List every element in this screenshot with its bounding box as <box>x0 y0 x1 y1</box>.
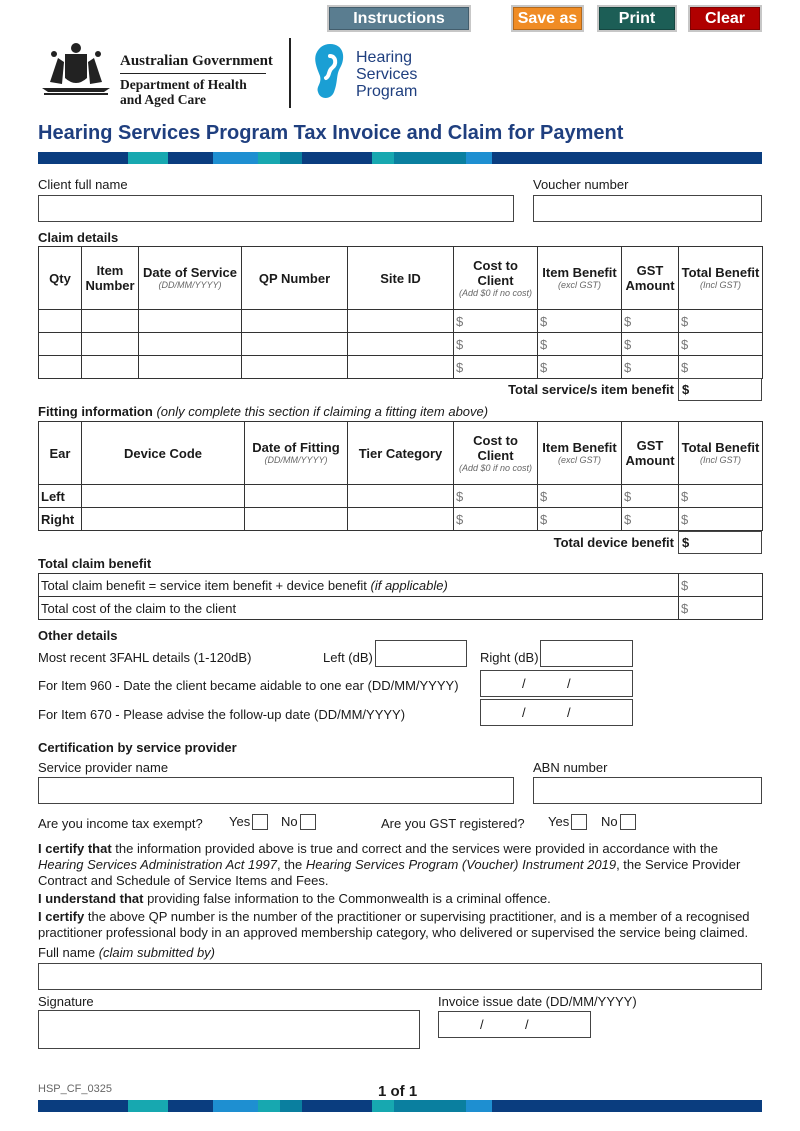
save-as-button[interactable]: Save as <box>511 5 584 32</box>
gst-registered-question: Are you GST registered? <box>381 816 525 831</box>
invoice-date-input[interactable] <box>438 1011 591 1038</box>
tax-exempt-no-checkbox[interactable] <box>300 814 316 830</box>
date-of-service-cell[interactable] <box>139 333 242 356</box>
total-device-benefit-field[interactable]: $ <box>678 531 762 554</box>
claim-details-heading: Claim details <box>38 230 119 245</box>
left-db-input[interactable] <box>375 640 467 667</box>
header-stripe <box>38 152 762 164</box>
total-device-benefit-label: Total device benefit <box>553 535 674 550</box>
gov-line-1: Australian Government <box>120 53 273 69</box>
date-of-fitting-cell[interactable] <box>245 485 348 508</box>
date-separator: / <box>525 1017 529 1032</box>
date-of-service-cell[interactable] <box>139 356 242 379</box>
total-claim-heading: Total claim benefit <box>38 556 152 571</box>
right-db-label: Right (dB) <box>480 650 539 665</box>
qty-cell[interactable] <box>39 333 82 356</box>
certification-heading: Certification by service provider <box>38 740 237 755</box>
date-of-fitting-cell[interactable] <box>245 508 348 531</box>
fitting-row-left[interactable] <box>39 485 763 508</box>
date-separator: / <box>567 705 571 720</box>
total-benefit-cell[interactable]: $ <box>679 356 763 379</box>
item-number-cell[interactable] <box>82 356 139 379</box>
hsp-line-1: Hearing <box>356 49 413 66</box>
total-claim-benefit-label: Total claim benefit = service item benefit + device benefit (if applicable) <box>39 574 679 597</box>
coat-of-arms-icon <box>38 40 114 98</box>
item-960-label: For Item 960 - Date the client became aidable to one ear (DD/MM/YYYY) <box>38 678 459 693</box>
item-benefit-cell[interactable]: $ <box>538 333 622 356</box>
item-benefit-cell[interactable]: $ <box>538 508 622 531</box>
item-960-date-input[interactable] <box>480 670 633 697</box>
claim-row[interactable] <box>39 310 763 333</box>
understand-paragraph: I understand that providing false information to the Commonwealth is a criminal offence. <box>38 891 551 906</box>
provider-name-label: Service provider name <box>38 760 169 775</box>
gst-yes-checkbox[interactable] <box>571 814 587 830</box>
left-db-label: Left (dB) <box>323 650 373 665</box>
gst-yes: Yes <box>548 814 587 830</box>
voucher-number-input[interactable] <box>533 195 762 222</box>
voucher-number-label: Voucher number <box>533 177 629 192</box>
gst-cell[interactable]: $ <box>622 310 679 333</box>
page-number: 1 of 1 <box>378 1083 418 1100</box>
date-separator: / <box>567 676 571 691</box>
tax-exempt-question: Are you income tax exempt? <box>38 816 203 831</box>
device-code-cell[interactable] <box>82 485 245 508</box>
claim-details-table <box>38 246 763 379</box>
signature-label: Signature <box>38 994 94 1009</box>
page-title: Hearing Services Program Tax Invoice and Claim for Payment <box>38 122 624 144</box>
col-cost-to-client: Cost to Client (Add $0 if no cost) <box>454 247 538 310</box>
total-benefit-cell[interactable]: $ <box>679 310 763 333</box>
site-id-cell[interactable] <box>348 310 454 333</box>
cost-cell[interactable]: $ <box>454 333 538 356</box>
abn-label: ABN number <box>533 760 608 775</box>
ear-logo-icon <box>312 42 348 102</box>
col-total-benefit: Total Benefit (Incl GST) <box>679 422 763 485</box>
qty-cell[interactable] <box>39 310 82 333</box>
col-date-of-service: Date of Service (DD/MM/YYYY) <box>139 247 242 310</box>
date-separator: / <box>522 676 526 691</box>
ear-left-label: Left <box>39 485 82 508</box>
gov-divider <box>120 73 266 74</box>
tax-exempt-yes: Yes <box>229 814 268 830</box>
col-item-number: Item Number <box>82 247 139 310</box>
ear-right-label: Right <box>39 508 82 531</box>
instructions-button[interactable]: Instructions <box>327 5 471 32</box>
col-item-benefit: Item Benefit (excl GST) <box>538 422 622 485</box>
full-name-label: Full name (claim submitted by) <box>38 945 216 960</box>
col-total-benefit: Total Benefit (Incl GST) <box>679 247 763 310</box>
logo-separator <box>289 38 291 108</box>
other-details-heading: Other details <box>38 628 118 643</box>
total-cost-to-client-label: Total cost of the claim to the client <box>39 597 679 620</box>
gst-cell[interactable]: $ <box>622 333 679 356</box>
tier-category-cell[interactable] <box>348 508 454 531</box>
item-benefit-cell[interactable]: $ <box>538 485 622 508</box>
right-db-input[interactable] <box>540 640 633 667</box>
col-cost-to-client: Cost to Client (Add $0 if no cost) <box>454 422 538 485</box>
item-benefit-cell[interactable]: $ <box>538 310 622 333</box>
cost-cell[interactable]: $ <box>454 485 538 508</box>
fitting-heading: Fitting information (only complete this section if claiming a fitting item above) <box>38 404 489 419</box>
full-name-input[interactable] <box>38 963 762 990</box>
client-name-label: Client full name <box>38 177 128 192</box>
col-qp-number: QP Number <box>242 247 348 310</box>
total-cost-to-client-field[interactable]: $ <box>679 597 763 620</box>
item-number-cell[interactable] <box>82 333 139 356</box>
cost-cell[interactable]: $ <box>454 356 538 379</box>
col-item-benefit: Item Benefit (excl GST) <box>538 247 622 310</box>
hsp-line-2: Services <box>356 66 418 83</box>
date-separator: / <box>480 1017 484 1032</box>
device-code-cell[interactable] <box>82 508 245 531</box>
gov-line-2: Department of Health <box>120 77 247 92</box>
total-benefit-cell[interactable]: $ <box>679 333 763 356</box>
qp-number-cell[interactable] <box>242 333 348 356</box>
cost-cell[interactable]: $ <box>454 508 538 531</box>
date-of-service-cell[interactable] <box>139 310 242 333</box>
client-name-input[interactable] <box>38 195 514 222</box>
threefahl-label: Most recent 3FAHL details (1-120dB) <box>38 650 252 665</box>
gst-no: No <box>601 814 636 830</box>
footer-stripe <box>38 1100 762 1112</box>
tax-exempt-no: No <box>281 814 316 830</box>
claim-row[interactable] <box>39 333 763 356</box>
item-670-date-input[interactable] <box>480 699 633 726</box>
hsp-line-3: Program <box>356 83 418 100</box>
qp-number-cell[interactable] <box>242 356 348 379</box>
total-service-item-benefit-label: Total service/s item benefit <box>508 382 674 397</box>
fitting-table <box>38 421 763 531</box>
tax-exempt-yes-checkbox[interactable] <box>252 814 268 830</box>
signature-field[interactable] <box>38 1010 420 1049</box>
total-benefit-cell[interactable]: $ <box>679 485 763 508</box>
total-service-item-benefit-field[interactable]: $ <box>678 378 762 401</box>
item-670-label: For Item 670 - Please advise the follow-up date (DD/MM/YYYY) <box>38 707 406 722</box>
certify-paragraph-2: I certify the above QP number is the number of the practitioner or supervising practitioner, and is a member of a recognised practitioner professional body in an approved membership category, who delivered or supervised the service being claimed. <box>38 909 750 940</box>
col-tier-category: Tier Category <box>348 422 454 485</box>
gov-line-3: and Aged Care <box>120 92 207 107</box>
print-button[interactable]: Print <box>597 5 677 32</box>
invoice-date-label: Invoice issue date (DD/MM/YYYY) <box>438 994 637 1009</box>
gst-cell[interactable]: $ <box>622 508 679 531</box>
site-id-cell[interactable] <box>348 356 454 379</box>
total-claim-table <box>38 573 763 620</box>
col-site-id: Site ID <box>348 247 454 310</box>
qp-number-cell[interactable] <box>242 310 348 333</box>
tier-category-cell[interactable] <box>348 485 454 508</box>
provider-name-input[interactable] <box>38 777 514 804</box>
date-separator: / <box>522 705 526 720</box>
clear-button[interactable]: Clear <box>688 5 762 32</box>
col-qty: Qty <box>39 247 82 310</box>
col-device-code: Device Code <box>82 422 245 485</box>
claim-row[interactable] <box>39 356 763 379</box>
form-code: HSP_CF_0325 <box>38 1083 112 1095</box>
gst-cell[interactable]: $ <box>622 356 679 379</box>
col-gst-amount: GST Amount <box>622 422 679 485</box>
total-benefit-cell[interactable]: $ <box>679 508 763 531</box>
col-gst-amount: GST Amount <box>622 247 679 310</box>
gst-no-checkbox[interactable] <box>620 814 636 830</box>
total-claim-benefit-field[interactable]: $ <box>679 574 763 597</box>
site-id-cell[interactable] <box>348 333 454 356</box>
item-benefit-cell[interactable]: $ <box>538 356 622 379</box>
col-date-of-fitting: Date of Fitting (DD/MM/YYYY) <box>245 422 348 485</box>
item-number-cell[interactable] <box>82 310 139 333</box>
certify-paragraph-1: I certify that the information provided above is true and correct and the services were provided in accordance with the Hearing Services Administration Act 1997, the Hearing Services Program (Voucher) Instrument 2019, the Service Provider Contract and Schedule of Service Items and Fees. <box>38 841 741 888</box>
col-ear: Ear <box>39 422 82 485</box>
gst-cell[interactable]: $ <box>622 485 679 508</box>
abn-input[interactable] <box>533 777 762 804</box>
cost-cell[interactable]: $ <box>454 310 538 333</box>
qty-cell[interactable] <box>39 356 82 379</box>
fitting-row-right[interactable] <box>39 508 763 531</box>
